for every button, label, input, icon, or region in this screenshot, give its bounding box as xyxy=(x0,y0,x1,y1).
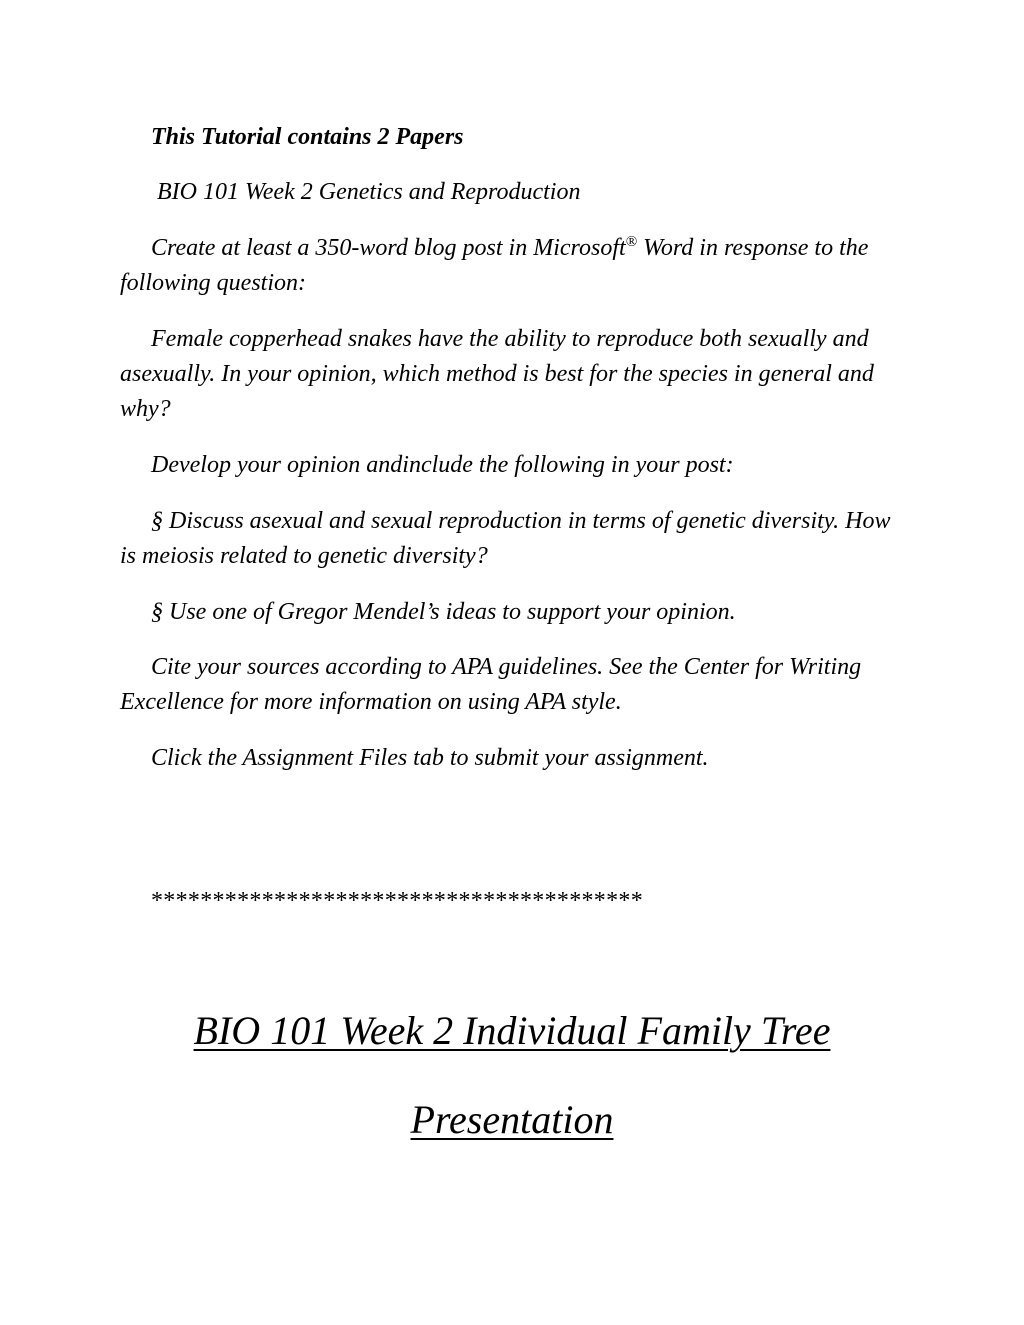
separator-line: **************************************** xyxy=(151,888,643,914)
instruction-paragraph xyxy=(120,231,910,301)
paper-heading-line-1: BIO 101 Week 2 Individual Family Tree xyxy=(193,1008,831,1053)
cite-paragraph: Cite your sources according to APA guidelines. See the Center for Writing Excellence for more information on using APA style. xyxy=(120,654,862,715)
bullet-item-1: § Discuss asexual and sexual reproduction in terms of genetic diversity. How is meiosis related to genetic diversity? xyxy=(120,508,891,569)
develop-paragraph: Develop your opinion andinclude the following in your post: xyxy=(151,452,734,478)
instruction-text-start: Create at least a 350-word blog post in Microsoft xyxy=(151,235,626,261)
bullet-item-2: § Use one of Gregor Mendel’s ideas to support your opinion. xyxy=(151,599,736,625)
instruction-text-end: Word in response to the following question: xyxy=(120,235,869,296)
paper-heading-line-2: Presentation xyxy=(410,1097,614,1142)
submit-paragraph: Click the Assignment Files tab to submit your assignment. xyxy=(151,745,709,771)
question-paragraph: Female copperhead snakes have the ability to reproduce both sexually and asexually. In your opinion, which method is best for the species in general and why? xyxy=(120,326,874,422)
paper-title: BIO 101 Week 2 Genetics and Reproduction xyxy=(157,179,581,205)
registered-mark: ® xyxy=(625,234,638,250)
intro-text: This Tutorial contains 2 Papers xyxy=(151,124,464,150)
